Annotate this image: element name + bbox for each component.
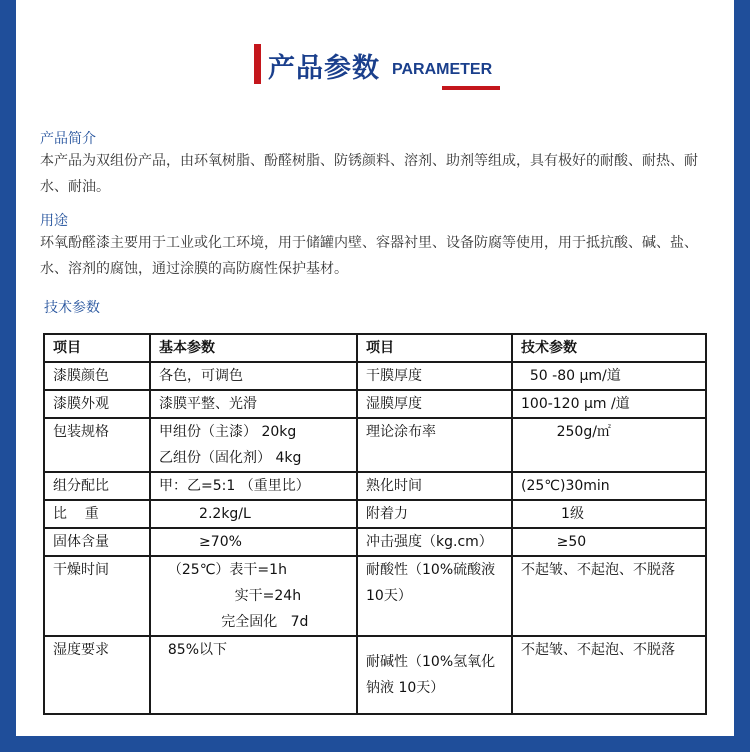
header-underline [442,86,500,90]
table-cell: （25℃）表干=1h 实干=24h 完全固化 7d [150,556,357,636]
header-title-cn: 产品参数 [268,53,380,84]
table-cell: 甲：乙=5:1 （重里比） [150,472,357,500]
table-row [44,418,706,472]
table-row [44,390,706,418]
header-cell: 基本参数 [150,334,357,362]
table-cell: 2.2kg/L [150,500,357,528]
table-cell: 固体含量 [44,528,150,556]
table-cell: 耐酸性（10%硫酸液 10天） [357,556,512,636]
header-accent-bar [254,44,261,84]
table-cell: 漆膜外观 [44,390,150,418]
table-row [44,528,706,556]
header-cell: 项目 [357,334,512,362]
table-cell: 湿度要求 [44,636,150,714]
table-cell: 理论涂布率 [357,418,512,472]
table-row [44,472,706,500]
header-title-en: PARAMETER [392,61,493,78]
table-header-row [44,334,706,362]
usage-body: 环氧酚醛漆主要用于工业或化工环境，用于储罐内壁、容器衬里、设备防腐等使用，用于抵抗酸、碱、盐、水、溶剂的腐蚀，通过涂膜的高防腐性保护基材。 [40,235,698,277]
table-cell: 甲组份（主漆） 20kg 乙组份（固化剂） 4kg [150,418,357,472]
table-cell: 漆膜颜色 [44,362,150,390]
table-cell: 干燥时间 [44,556,150,636]
table-cell: 100-120 μm /道 [512,390,706,418]
table-cell: 50 -80 μm/道 [512,362,706,390]
table-row [44,556,706,636]
header-cell: 项目 [44,334,150,362]
table-cell: 包装规格 [44,418,150,472]
table-cell: 熟化时间 [357,472,512,500]
table-cell: 组分配比 [44,472,150,500]
table-cell: 干膜厚度 [357,362,512,390]
table-cell: 附着力 [357,500,512,528]
table-row [44,500,706,528]
table-cell: 85%以下 [150,636,357,714]
table-cell: 湿膜厚度 [357,390,512,418]
header-cell: 技术参数 [512,334,706,362]
table-cell: 不起皱、不起泡、不脱落 [512,556,706,636]
table-cell: (25℃)30min [512,472,706,500]
table-cell: 耐碱性（10%氢氧化钠液 10天） [357,636,512,714]
table-cell: ≥50 [512,528,706,556]
spec-table [43,333,707,715]
table-cell: ≥70% [150,528,357,556]
table-cell: 不起皱、不起泡、不脱落 [512,636,706,714]
intro-title: 产品简介 [40,131,96,147]
table-cell: 250g/㎡ [512,418,706,472]
usage-title: 用途 [40,213,68,229]
table-cell: 比 重 [44,500,150,528]
intro-body: 本产品为双组份产品，由环氧树脂、酚醛树脂、防锈颜料、溶剂、助剂等组成，具有极好的耐酸、耐热、耐水、耐油。 [40,153,698,195]
table-cell: 漆膜平整、光滑 [150,390,357,418]
tech-title: 技术参数 [44,300,100,316]
table-row [44,362,706,390]
table-row [44,636,706,714]
table-cell: 冲击强度（kg.cm） [357,528,512,556]
table-cell: 各色，可调色 [150,362,357,390]
table-cell: 1级 [512,500,706,528]
